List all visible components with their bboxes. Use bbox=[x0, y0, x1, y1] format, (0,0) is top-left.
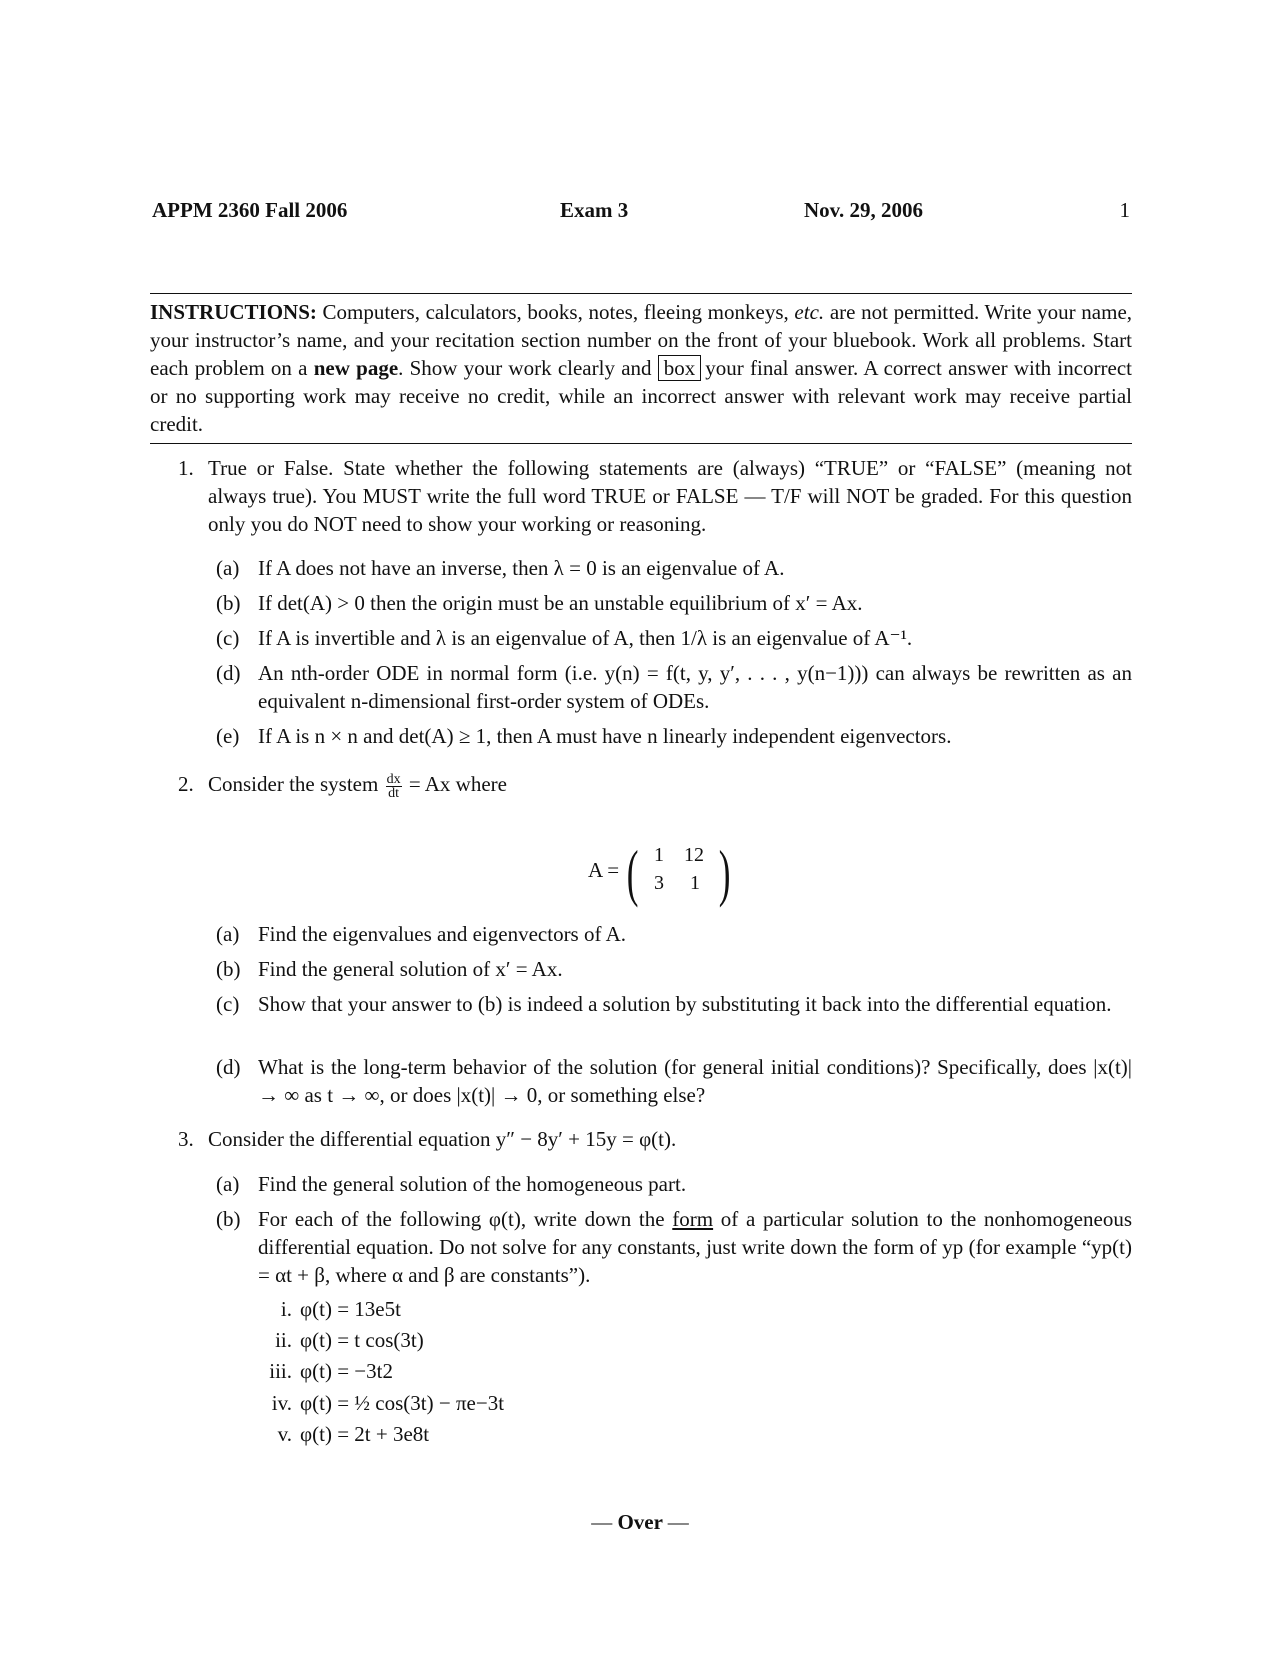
matrix-left-paren: ( bbox=[626, 837, 639, 908]
phi-item-iii-label: iii. bbox=[269, 1359, 292, 1383]
problem-1e bbox=[216, 722, 1132, 750]
problem-1d-label: (d) bbox=[216, 661, 241, 685]
problem-1b bbox=[216, 589, 1132, 617]
problem-2a bbox=[216, 920, 1132, 948]
problem-2c bbox=[216, 990, 1132, 1018]
problem-2c-text: Show that your answer to (b) is indeed a solution by substituting it back into the differential equation. bbox=[258, 992, 1112, 1016]
problem-1-number: 1. bbox=[178, 456, 194, 480]
page-header bbox=[152, 198, 1130, 226]
exam-title: Exam 3 bbox=[560, 198, 629, 222]
problem-1c-label: (c) bbox=[216, 626, 240, 650]
problem-2b-text: Find the general solution of x′ = Ax. bbox=[258, 957, 563, 981]
phi-item-iv-label: iv. bbox=[271, 1391, 292, 1415]
problem-2a-label: (a) bbox=[216, 922, 240, 946]
problem-2 bbox=[178, 770, 1132, 800]
phi-item-ii-text: φ(t) = t cos(3t) bbox=[300, 1328, 424, 1352]
instructions-text-2: are not permitted. Write your name, your instructor’s name, and your recitation section number on the front of your bluebook. Work all problems. Start each problem on a bbox=[150, 300, 1133, 380]
problem-2b-label: (b) bbox=[216, 957, 241, 981]
exam-date: Nov. 29, 2006 bbox=[804, 198, 924, 222]
problem-1a bbox=[216, 554, 1132, 582]
page-number: 1 bbox=[1119, 198, 1130, 222]
problem-1c-text: If A is invertible and λ is an eigenvalue of A, then 1/λ is an eigenvalue of A⁻¹. bbox=[258, 626, 913, 650]
phi-item-i-label: i. bbox=[280, 1297, 292, 1321]
matrix-label: A = bbox=[588, 858, 620, 882]
matrix-a11: 1 bbox=[654, 844, 664, 866]
matrix-a22: 1 bbox=[690, 872, 700, 894]
problem-3a-text: Find the general solution of the homogeneous part. bbox=[258, 1172, 687, 1196]
problem-2d bbox=[216, 1053, 1132, 1109]
instructions-text-3: . Show your work clearly and bbox=[398, 356, 652, 380]
problem-2-number: 2. bbox=[178, 772, 194, 796]
problem-3b-label: (b) bbox=[216, 1207, 241, 1231]
instructions-label: INSTRUCTIONS: bbox=[150, 300, 317, 324]
matrix-a bbox=[588, 838, 758, 908]
matrix-a21: 3 bbox=[654, 872, 664, 894]
problem-3a-label: (a) bbox=[216, 1172, 240, 1196]
problem-1d-text: An nth-order ODE in normal form (i.e. y(n) = f(t, y, y′, . . . , y(n−1))) can always be rewritten as an equivalent n-dimensional first-order system of ODEs. bbox=[258, 661, 1132, 713]
instructions-box-word: box bbox=[658, 355, 702, 381]
problem-1d bbox=[216, 659, 1132, 715]
problem-2d-text: What is the long-term behavior of the solution (for general initial conditions)? Specifically, does |x(t)| → ∞ as t → ∞, or does |x(t)| → 0, or something else? bbox=[258, 1055, 1132, 1107]
problem-1a-label: (a) bbox=[216, 556, 240, 580]
phi-item-v-text: φ(t) = 2t + 3e8t bbox=[300, 1422, 430, 1446]
problem-3 bbox=[178, 1125, 1132, 1153]
problem-2d-label: (d) bbox=[216, 1055, 241, 1079]
phi-item-ii-label: ii. bbox=[275, 1328, 292, 1352]
problem-3b bbox=[216, 1205, 1132, 1289]
footer-dash-right: — bbox=[667, 1510, 689, 1534]
problem-2b bbox=[216, 955, 1132, 983]
matrix-a12: 12 bbox=[684, 844, 704, 866]
footer-dash-left: — bbox=[591, 1510, 613, 1534]
problem-1e-text: If A is n × n and det(A) ≥ 1, then A must have n linearly independent eigenvectors. bbox=[258, 724, 952, 748]
instructions-block bbox=[150, 293, 1132, 444]
phi-item-iv-text: φ(t) = ½ cos(3t) − πe−3t bbox=[300, 1391, 505, 1415]
instructions-etc: etc. bbox=[794, 300, 825, 324]
problem-1-text: True or False. State whether the following statements are (always) “TRUE” or “FALSE” (meaning not always true). You MUST write the full word TRUE or FALSE — T/F will NOT be graded. For this question only you do NOT need to show your working or reasoning. bbox=[208, 456, 1132, 536]
phi-item-v-label: v. bbox=[277, 1422, 292, 1446]
problem-1e-label: (e) bbox=[216, 724, 240, 748]
phi-item-iii-text: φ(t) = −3t2 bbox=[300, 1359, 393, 1383]
problem-3b-text: For each of the following φ(t), write down the form of a particular solution to the nonhomogeneous differential equation. Do not solve for any constants, just write down the form of yp (for example “yp(t) = αt + β, where α and β are constants”). bbox=[258, 1207, 1132, 1287]
dx-dt-fraction: $\frac{dx}{dt}$ bbox=[386, 771, 401, 801]
course-title: APPM 2360 Fall 2006 bbox=[152, 198, 348, 222]
problem-1b-label: (b) bbox=[216, 591, 241, 615]
problem-2a-text: Find the eigenvalues and eigenvectors of A. bbox=[258, 922, 626, 946]
instructions-text-4: your final answer. A correct answer with incorrect or no supporting work may receive no credit, while an incorrect answer with relevant work may receive partial credit. bbox=[150, 356, 1133, 436]
instructions-text-1: Computers, calculators, books, notes, fleeing monkeys, bbox=[322, 300, 789, 324]
problem-3-text: Consider the differential equation y″ − 8y′ + 15y = φ(t). bbox=[208, 1127, 677, 1151]
footer-over: Over bbox=[617, 1510, 663, 1534]
problem-2-intro: Consider the system $\frac{dx}{dt}$ = Ax where bbox=[208, 771, 507, 801]
matrix-right-paren: ) bbox=[718, 837, 731, 908]
problem-1 bbox=[178, 454, 1132, 538]
page-footer bbox=[0, 1510, 1280, 1535]
phi-item-i-text: φ(t) = 13e5t bbox=[300, 1297, 401, 1321]
problem-1c bbox=[216, 624, 1132, 652]
problem-2c-label: (c) bbox=[216, 992, 240, 1016]
problem-1b-text: If det(A) > 0 then the origin must be an unstable equilibrium of x′ = Ax. bbox=[258, 591, 863, 615]
problem-3-number: 3. bbox=[178, 1127, 194, 1151]
problem-3a bbox=[216, 1170, 1132, 1198]
form-underlined: form bbox=[672, 1207, 714, 1231]
problem-1a-text: If A does not have an inverse, then λ = 0 is an eigenvalue of A. bbox=[258, 556, 785, 580]
instructions-new-page: new page bbox=[313, 356, 399, 380]
